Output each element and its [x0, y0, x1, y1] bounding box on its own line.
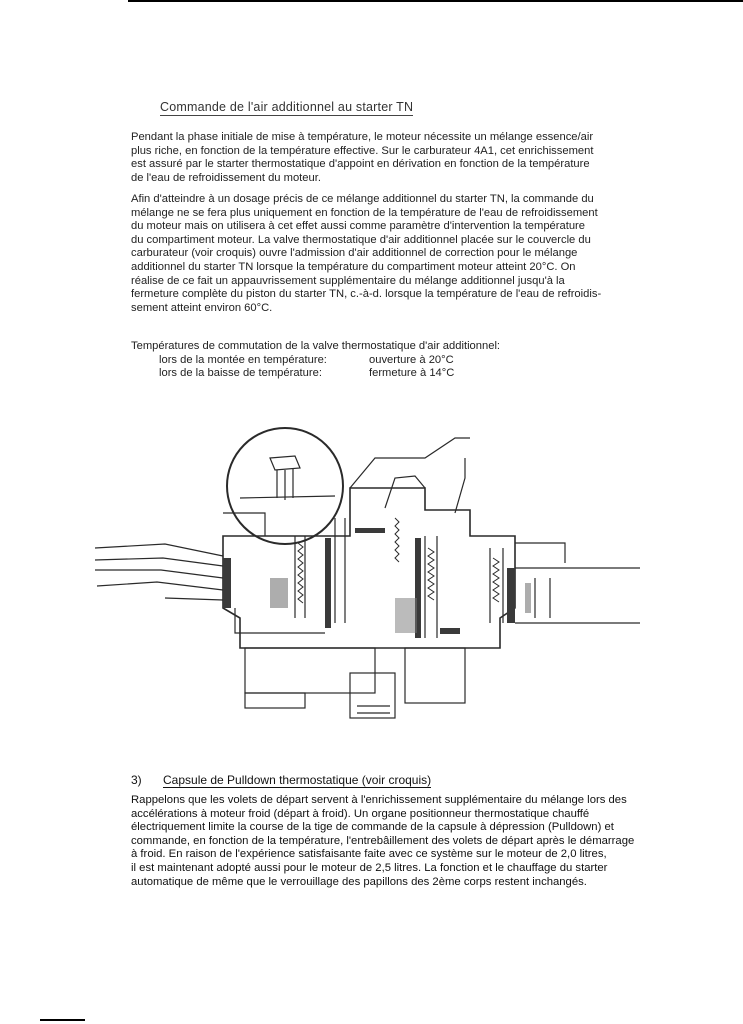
- text-line: automatique de même que le verrouillage des papillons des 2ème corps restent inchangés.: [131, 875, 587, 888]
- thermostatic-valve-detail-circle: [227, 428, 343, 544]
- temperature-value: ouverture à 20°C: [369, 353, 454, 366]
- text-line: additionnel du starter TN lorsque la température du compartiment moteur atteint 20°C. On: [131, 260, 576, 273]
- text-line: de l'eau de refroidissement du moteur.: [131, 171, 321, 184]
- section-3-heading: [131, 773, 431, 787]
- temperature-value: fermeture à 14°C: [369, 367, 455, 380]
- paragraph-intro: [131, 131, 731, 185]
- text-line: réalise de ce fait un appauvrissement supplémentaire du mélange additionnel jusqu'à la: [131, 274, 565, 287]
- switching-temperatures: [131, 340, 731, 381]
- text-line: Afin d'atteindre à un dosage précis de ce mélange additionnel du starter TN, la commande du: [131, 193, 594, 205]
- section-number: 3): [131, 773, 142, 787]
- text-line: il est maintenant adopté aussi pour le moteur de 2,5 litres. La fonction et le chauffage du starter: [131, 861, 608, 874]
- text-line: du moteur mais on utilisera à cet effet aussi comme paramètre d'intervention la température: [131, 220, 586, 233]
- hatched-sections: [223, 528, 515, 638]
- shaded-sections: [270, 578, 531, 633]
- outlet-tube-right: [515, 543, 640, 623]
- text-line: sement atteint environ 60°C.: [131, 301, 273, 314]
- text-line: commande, en fonction de la température, l'entrebâillement des volets de départ après le démarrage: [131, 834, 635, 847]
- temperature-label: lors de la montée en température:: [159, 353, 327, 366]
- internal-passages: [223, 438, 503, 638]
- temperature-label: lors de la baisse de température:: [159, 367, 322, 380]
- carburetor-body: [223, 488, 515, 718]
- section-title: Capsule de Pulldown thermostatique (voir croquis): [163, 773, 432, 787]
- carburetor-cross-section-diagram: [95, 418, 640, 733]
- temperatures-intro: Températures de commutation de la valve thermostatique d'air additionnel:: [131, 340, 501, 352]
- text-line: accélérations à moteur froid (départ à froid). Un organe positionneur thermostatique chauffé: [131, 807, 590, 820]
- intake-tube-left: [95, 544, 223, 600]
- text-line: est assuré par le starter thermostatique d'appoint en dérivation en fonction de la température: [131, 158, 590, 171]
- section-heading-air-additionnel: Commande de l'air additionnel au starter TN: [160, 100, 414, 114]
- text-line: plus riche, en fonction de la température effective. Sur le carburateur 4A1, cet enrichissement: [131, 144, 594, 157]
- text-line: à froid. En raison de l'expérience satisfaisante faite avec ce système sur le moteur de 2,0 litres,: [131, 848, 607, 861]
- text-line: du compartiment moteur. La valve thermostatique d'air additionnel placée sur le couvercle du: [131, 233, 591, 246]
- temperature-row-rising: [131, 354, 731, 368]
- text-line: Rappelons que les volets de départ servent à l'enrichissement supplémentaire du mélange lors des: [131, 794, 627, 806]
- scan-border-bottom: [40, 1019, 85, 1021]
- paragraph-starter-tn: [131, 193, 731, 315]
- temperature-row-falling: [131, 367, 731, 381]
- text-line: électriquement limite la course de la tige de commande de la capsule à dépression (Pulldown) et: [131, 821, 614, 834]
- scan-border-top: [128, 0, 743, 2]
- text-line: fermeture complète du piston du starter TN, c.-à-d. lorsque la température de l'eau de refroidis-: [131, 288, 602, 301]
- text-line: mélange ne se fera plus uniquement en fonction de la température de l'eau de refroidissement: [131, 206, 598, 219]
- text-line: carburateur (voir croquis) ouvre l'admission d'air additionnel de correction pour le mélange: [131, 247, 578, 260]
- paragraph-pulldown: [131, 794, 731, 889]
- text-line: Pendant la phase initiale de mise à température, le moteur nécessite un mélange essence/air: [131, 131, 594, 143]
